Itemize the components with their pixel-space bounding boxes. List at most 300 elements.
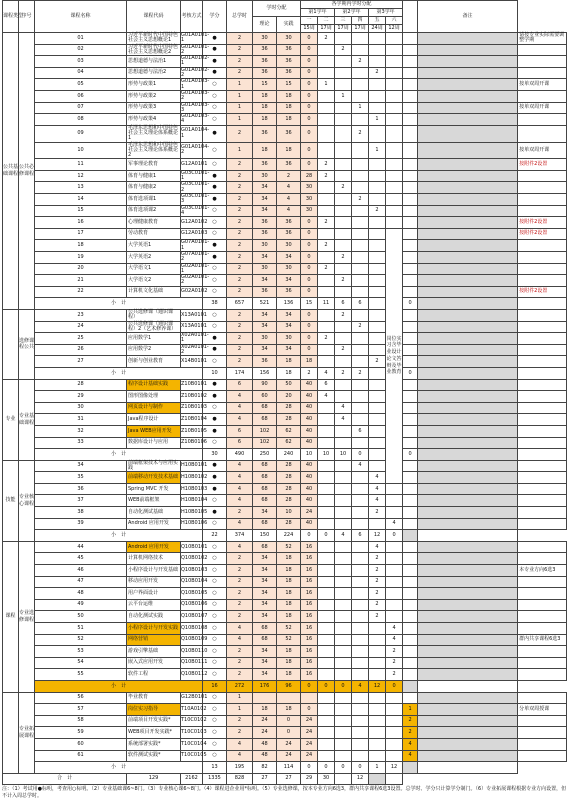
semester-cell	[369, 425, 386, 437]
semester-cell: 4	[352, 460, 369, 472]
exam-mark: ○	[203, 623, 227, 635]
semester-cell	[318, 646, 335, 658]
practice-cell: 828	[227, 773, 253, 785]
theory-cell: 36	[277, 67, 301, 79]
semester-cell	[352, 159, 369, 171]
practice-cell: 40	[301, 425, 318, 437]
practice-cell: 0	[301, 333, 318, 345]
credit-cell: 4	[227, 472, 253, 484]
header-sem: 五	[369, 17, 386, 25]
practice-cell: 28	[301, 170, 318, 182]
course-code: G12A0101	[181, 159, 203, 171]
credit-cell: 2	[227, 356, 253, 368]
row-number: 10	[35, 142, 127, 159]
semester-cell	[335, 102, 352, 114]
gap-cell	[418, 379, 518, 391]
course-name: 形势与政策2	[127, 90, 181, 102]
practice-cell: 16	[301, 611, 318, 623]
remark-cell	[518, 425, 567, 437]
semester-cell	[369, 125, 386, 142]
semester-cell	[352, 715, 369, 727]
theory-cell: 18	[277, 565, 301, 577]
semester-cell	[352, 738, 369, 750]
semester-cell	[352, 44, 369, 56]
total-cell: 30	[253, 263, 277, 275]
semester-cell	[403, 565, 418, 577]
gap-cell	[418, 738, 518, 750]
course-name: 用户界面设计	[127, 588, 181, 600]
gap-cell	[418, 507, 518, 519]
total-cell: 34	[253, 669, 277, 681]
credit-cell: 2	[227, 275, 253, 287]
total-cell: 18	[253, 142, 277, 159]
remark-cell	[518, 483, 567, 495]
gap-cell	[418, 44, 518, 56]
credit-cell: 16	[203, 680, 227, 692]
semester-cell: 2	[386, 669, 403, 681]
exam-mark: ●	[203, 460, 227, 472]
semester-cell	[352, 599, 369, 611]
course-code: H10B0106	[181, 518, 203, 530]
table-row	[3, 518, 567, 530]
total-cell: 30	[253, 170, 277, 182]
semester-cell	[352, 541, 369, 553]
credit-cell: 2	[227, 286, 253, 298]
exam-mark: ○	[203, 518, 227, 530]
total-cell: 34	[253, 611, 277, 623]
remark-cell	[518, 518, 567, 530]
theory-cell: 36	[277, 56, 301, 68]
exam-mark: ○	[203, 599, 227, 611]
table-row	[3, 483, 567, 495]
theory-cell: 62	[277, 425, 301, 437]
gap-cell	[403, 530, 418, 542]
semester-cell	[352, 142, 369, 159]
curriculum-table	[2, 0, 567, 785]
semester-cell: 1	[369, 762, 386, 774]
semester-cell	[335, 391, 352, 403]
remark-cell	[418, 680, 518, 692]
row-number: 14	[35, 194, 127, 206]
semester-cell	[318, 692, 335, 704]
exam-mark: ○	[203, 565, 227, 577]
semester-cell	[369, 309, 386, 321]
semester-cell: 0	[318, 530, 335, 542]
total-cell: 36	[253, 159, 277, 171]
course-name: Java WEB应用开发	[127, 425, 181, 437]
total-cell: 68	[253, 623, 277, 635]
semester-cell: 6	[352, 298, 369, 310]
gap-cell	[418, 90, 518, 102]
header-year2: 第2学年	[335, 9, 369, 17]
remark-cell: 按附件2设置	[518, 228, 567, 240]
semester-cell	[369, 750, 386, 762]
semester-cell	[352, 391, 369, 403]
semester-cell	[335, 194, 352, 206]
semester-cell	[386, 44, 403, 56]
remark-cell	[418, 762, 518, 774]
table-row	[3, 252, 567, 264]
credit-cell: 2	[227, 727, 253, 739]
theory-cell: 30	[277, 333, 301, 345]
course-name: 岗位实习指导	[127, 704, 181, 716]
theory-cell: 18	[277, 142, 301, 159]
semester-cell: 2	[369, 576, 386, 588]
exam-mark: ○	[203, 646, 227, 658]
semester-cell: 0	[403, 298, 418, 310]
semester-cell	[369, 657, 386, 669]
theory-cell: 36	[277, 286, 301, 298]
table-row	[3, 344, 567, 356]
subgroup-label: 公共必修课程	[19, 33, 35, 310]
semester-cell	[386, 599, 403, 611]
total-cell: 34	[253, 321, 277, 333]
credit-cell: 1	[227, 704, 253, 716]
gap-cell	[418, 715, 518, 727]
exam-mark: ●	[203, 252, 227, 264]
semester-cell	[318, 565, 335, 577]
credit-cell: 2	[227, 263, 253, 275]
group-label: 公共基础课程	[3, 33, 19, 310]
theory-cell: 34	[277, 252, 301, 264]
semester-cell: 30	[318, 773, 335, 785]
semester-cell	[403, 472, 418, 484]
gap-cell	[418, 182, 518, 194]
row-number: 50	[35, 611, 127, 623]
semester-cell	[403, 205, 418, 217]
semester-cell	[318, 414, 335, 426]
course-name: 云平台运维	[127, 599, 181, 611]
course-code: T10C0104	[181, 738, 203, 750]
semester-cell	[335, 727, 352, 739]
theory-cell: 28	[277, 414, 301, 426]
theory-cell: 18	[277, 553, 301, 565]
semester-cell	[403, 275, 418, 287]
exam-mark: ○	[203, 309, 227, 321]
course-name: 图形图像处理	[127, 391, 181, 403]
semester-cell	[403, 437, 418, 449]
header-semdist: 各学期内学时分配	[301, 1, 403, 9]
row-number: 18	[35, 240, 127, 252]
semester-cell	[335, 692, 352, 704]
header-week: 12周	[386, 25, 403, 33]
credit-cell: 129	[127, 773, 181, 785]
exam-mark: ○	[203, 102, 227, 114]
theory-cell: 10	[277, 507, 301, 519]
credit-cell: 4	[227, 460, 253, 472]
subtotal-row	[3, 298, 567, 310]
gap-cell	[418, 692, 518, 704]
semester-cell	[369, 252, 386, 264]
total-cell: 34	[253, 646, 277, 658]
remark-cell	[518, 727, 567, 739]
course-code: Z10B0105	[181, 425, 203, 437]
remark-cell	[518, 194, 567, 206]
course-name: 毛泽东思想和中国特色社会主义理论体系概论2	[127, 142, 181, 159]
total-cell: 34	[253, 576, 277, 588]
exam-mark: ●	[203, 240, 227, 252]
theory-cell: 4	[277, 205, 301, 217]
credit-cell: 2	[227, 205, 253, 217]
gap-cell	[418, 205, 518, 217]
course-name: 毛泽东思想和中国特色社会主义理论体系概论1	[127, 125, 181, 142]
row-number: 35	[35, 472, 127, 484]
header-credit: 学分	[203, 1, 227, 33]
semester-cell	[318, 252, 335, 264]
semester-cell	[318, 286, 335, 298]
total-cell: 68	[253, 414, 277, 426]
practice-cell: 0	[301, 114, 318, 126]
semester-cell	[352, 217, 369, 229]
row-number: 34	[35, 460, 127, 472]
total-cell: 34	[253, 507, 277, 519]
credit-cell: 2	[227, 344, 253, 356]
semester-cell	[403, 240, 418, 252]
practice-cell: 0	[301, 344, 318, 356]
subtotal-row	[3, 773, 567, 785]
course-name: 小程序设计与开发实践	[127, 623, 181, 635]
course-name: 形势与政策1	[127, 79, 181, 91]
total-cell: 34	[253, 205, 277, 217]
table-row	[3, 541, 567, 553]
semester-cell	[352, 704, 369, 716]
course-code: Q10B0109	[181, 634, 203, 646]
gap-cell	[418, 599, 518, 611]
table-row	[3, 495, 567, 507]
table-row	[3, 90, 567, 102]
semester-cell	[352, 263, 369, 275]
row-number: 20	[35, 263, 127, 275]
remark-cell	[518, 460, 567, 472]
semester-cell: 4	[352, 680, 369, 692]
semester-cell	[352, 565, 369, 577]
semester-cell: 0	[301, 680, 318, 692]
remark-cell	[518, 507, 567, 519]
remark-cell	[518, 495, 567, 507]
credit-cell: 4	[227, 750, 253, 762]
theory-cell: 28	[277, 495, 301, 507]
total-cell: 18	[253, 704, 277, 716]
semester-cell	[335, 657, 352, 669]
semester-cell	[403, 646, 418, 658]
semester-cell	[318, 205, 335, 217]
remark-cell: 按单双周开课	[518, 79, 567, 91]
exam-mark: ○	[203, 576, 227, 588]
semester-cell: 2	[335, 44, 352, 56]
course-code: X02A0101-2	[181, 343, 209, 356]
semester-cell	[403, 553, 418, 565]
exam-mark: ○	[203, 669, 227, 681]
practice-cell: 0	[301, 228, 318, 240]
semester-cell: 4	[369, 541, 386, 553]
semester-cell	[369, 286, 386, 298]
subgroup-label: 选修课程公共	[19, 309, 35, 379]
course-code: G02A0101-2	[181, 274, 210, 286]
table-row	[3, 414, 567, 426]
course-code: Z10B0104	[181, 414, 203, 426]
exam-mark: ○	[203, 275, 227, 287]
semester-cell: 11	[318, 298, 335, 310]
remark-cell: 分单双周授课	[518, 704, 567, 716]
semester-cell	[403, 588, 418, 600]
credit-cell: 2	[227, 333, 253, 345]
table-row	[3, 217, 567, 229]
semester-cell: 2	[386, 646, 403, 658]
practice-cell: 0	[301, 217, 318, 229]
exam-mark: ○	[203, 704, 227, 716]
semester-cell: 2	[369, 356, 386, 368]
semester-cell: 10	[335, 449, 352, 461]
total-cell: 34	[253, 252, 277, 264]
exam-mark: ●	[203, 414, 227, 426]
header-total: 总学时	[227, 1, 253, 33]
semester-cell	[335, 321, 352, 333]
semester-cell	[369, 727, 386, 739]
semester-cell: 12	[369, 530, 386, 542]
semester-cell	[369, 692, 386, 704]
semester-cell	[335, 228, 352, 240]
semester-cell	[369, 159, 386, 171]
semester-cell: 4	[369, 472, 386, 484]
semester-cell	[386, 750, 403, 762]
table-row	[3, 611, 567, 623]
semester-cell: 1	[318, 79, 335, 91]
total-cell: 34	[253, 182, 277, 194]
semester-cell: 2	[318, 33, 335, 45]
semester-cell: 2	[403, 727, 418, 739]
exam-mark: ○	[203, 90, 227, 102]
practice-cell: 16	[301, 669, 318, 681]
course-code: Q10B0104	[181, 576, 203, 588]
semester-cell	[352, 437, 369, 449]
practice-cell: 96	[277, 680, 301, 692]
row-number: 48	[35, 588, 127, 600]
credit-cell: 13	[203, 762, 227, 774]
course-code: G01A0101-1	[181, 32, 210, 44]
subtotal-row	[3, 449, 567, 461]
semester-cell	[352, 518, 369, 530]
course-name: 形势与政策4	[127, 114, 181, 126]
semester-cell: 0	[301, 762, 318, 774]
course-code: Q10B0111	[181, 657, 203, 669]
gap-cell	[418, 495, 518, 507]
total-cell: 48	[253, 750, 277, 762]
course-code: G12A0102	[181, 217, 203, 229]
semester-cell	[352, 588, 369, 600]
practice-cell: 40	[301, 518, 318, 530]
course-code: Z10B0102	[181, 391, 203, 403]
semester-cell: 29	[301, 773, 318, 785]
header-sem: 六	[386, 17, 403, 25]
course-name: 前端移动开发技术基础	[127, 472, 181, 484]
credit-cell: 2	[227, 252, 253, 264]
course-code: H10B0103	[181, 483, 203, 495]
semester-cell: 2	[352, 56, 369, 68]
exam-mark: ○	[203, 715, 227, 727]
table-row	[3, 425, 567, 437]
gap-cell	[418, 460, 518, 472]
row-number: 51	[35, 623, 127, 635]
semester-cell: 27	[253, 773, 277, 785]
semester-cell	[335, 333, 352, 345]
gap-cell	[418, 67, 518, 79]
row-number: 23	[35, 309, 127, 321]
semester-cell	[369, 217, 386, 229]
gap-cell	[369, 773, 386, 785]
practice-cell: 224	[277, 530, 301, 542]
course-name: 嵌入式应用开发	[127, 657, 181, 669]
table-row	[3, 669, 567, 681]
table-row	[3, 599, 567, 611]
total-cell: 174	[227, 367, 253, 379]
semester-cell	[352, 646, 369, 658]
course-name: 体育与健康2	[127, 182, 181, 194]
gap-cell	[418, 402, 518, 414]
semester-cell	[352, 309, 369, 321]
semester-cell	[386, 715, 403, 727]
row-number: 37	[35, 495, 127, 507]
exam-mark: ●	[203, 472, 227, 484]
course-name: 前端项目开发实践*	[127, 715, 181, 727]
course-name: Android 应用开发	[127, 518, 181, 530]
credit-cell: 10	[203, 367, 227, 379]
semester-cell	[352, 79, 369, 91]
course-name: Java程序设计	[127, 414, 181, 426]
course-code: G07A0101-1	[181, 239, 210, 251]
row-number: 11	[35, 159, 127, 171]
gap-cell	[418, 565, 518, 577]
semester-cell	[318, 114, 335, 126]
semester-cell	[318, 425, 335, 437]
course-name: 形势与政策3	[127, 102, 181, 114]
semester-cell	[369, 298, 386, 310]
semester-cell	[403, 379, 418, 391]
semester-cell: 0	[318, 680, 335, 692]
credit-cell: 4	[227, 634, 253, 646]
semester-cell: 2	[369, 599, 386, 611]
course-code: H10B0105	[181, 507, 203, 519]
semester-cell	[352, 33, 369, 45]
gap-cell	[418, 33, 518, 45]
credit-cell: 2	[227, 309, 253, 321]
gap-cell	[418, 159, 518, 171]
semester-cell: 27	[277, 773, 301, 785]
group-label: 专业	[3, 379, 19, 460]
semester-cell: 2	[335, 309, 352, 321]
row-number: 15	[35, 205, 127, 217]
remark-cell	[518, 715, 567, 727]
practice-cell: 0	[301, 33, 318, 45]
remark-cell	[518, 240, 567, 252]
semester-cell	[386, 114, 403, 126]
course-name: 劳动教育	[127, 228, 181, 240]
semester-cell	[369, 449, 386, 461]
semester-cell	[403, 414, 418, 426]
practice-cell: 40	[301, 437, 318, 449]
total-cell: 657	[227, 298, 253, 310]
practice-cell: 24	[301, 507, 318, 519]
total-cell: 34	[253, 553, 277, 565]
course-name: 公共选修课（通识课程）	[127, 309, 181, 321]
practice-cell: 18	[301, 356, 318, 368]
semester-cell: 2	[301, 367, 318, 379]
total-cell: 68	[253, 518, 277, 530]
credit-cell: 2	[227, 240, 253, 252]
remark-cell	[518, 750, 567, 762]
remark-cell	[518, 275, 567, 287]
course-name: 大学英语1	[127, 240, 181, 252]
semester-cell	[335, 217, 352, 229]
